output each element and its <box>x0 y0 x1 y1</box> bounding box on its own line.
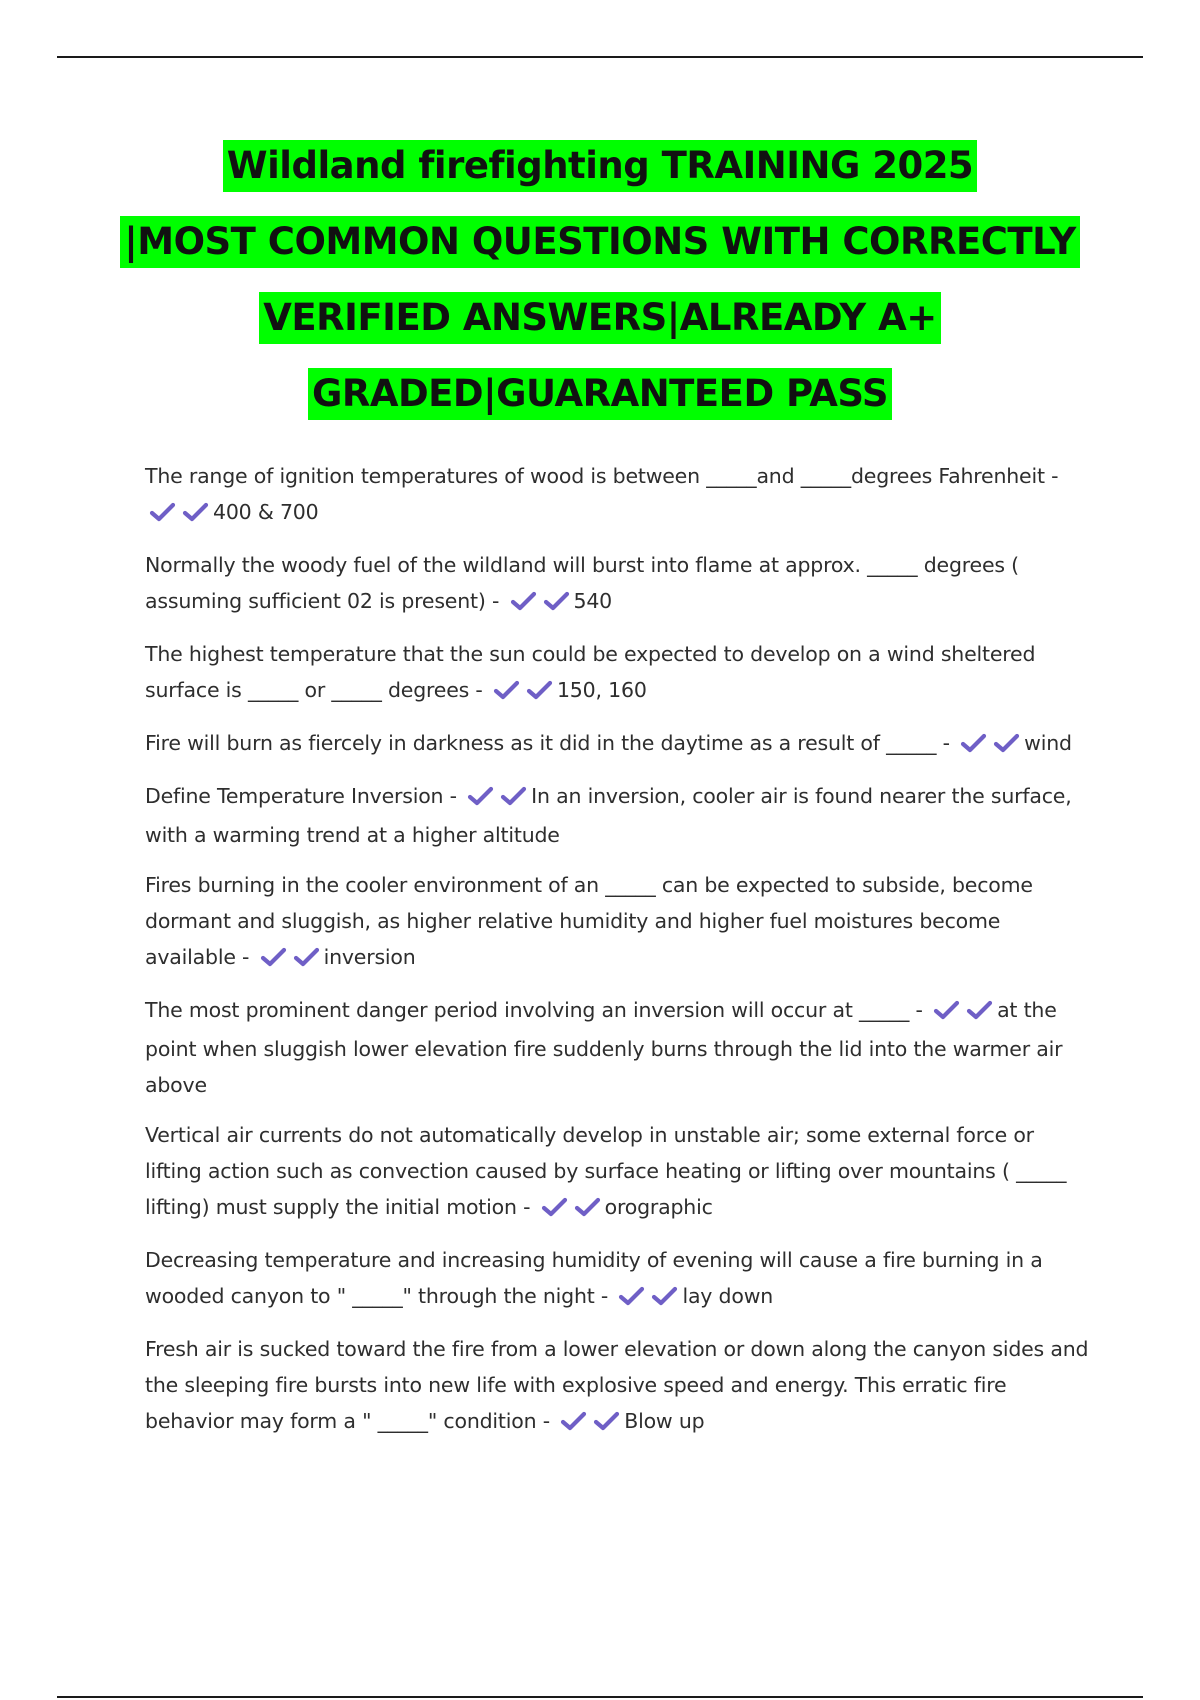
qa-item <box>145 547 1095 622</box>
answer-text: 150, 160 <box>556 678 647 702</box>
answer-text: at the point when sluggish lower elevation fire suddenly burns through the lid into the warmer air above <box>145 998 1063 1097</box>
header-rule <box>57 56 1143 58</box>
title-highlight: Wildland firefighting TRAINING 2025 <box>223 140 977 192</box>
checkmark-icon <box>618 1286 645 1306</box>
answer-checkmarks <box>541 1192 603 1228</box>
answer-text: wind <box>1024 731 1072 755</box>
title-line <box>100 292 1100 344</box>
document-title <box>100 140 1100 444</box>
checkmark-icon <box>933 1000 960 1020</box>
answer-text: inversion <box>323 945 416 969</box>
answer-checkmarks <box>149 497 211 533</box>
answer-checkmarks <box>933 995 995 1031</box>
question-text: The highest temperature that the sun could be expected to develop on a wind sheltered surface is _____ or _____ degrees - <box>145 642 1036 702</box>
checkmark-icon <box>493 680 520 700</box>
answer-checkmarks <box>618 1281 680 1317</box>
title-highlight: GRADED|GUARANTEED PASS <box>308 368 892 420</box>
checkmark-icon <box>510 591 537 611</box>
answer-checkmarks <box>260 942 322 978</box>
checkmark-icon <box>149 502 176 522</box>
checkmark-icon <box>993 733 1020 753</box>
qa-item <box>145 867 1095 978</box>
answer-text: orographic <box>604 1195 713 1219</box>
checkmark-icon <box>526 680 553 700</box>
title-line <box>100 368 1100 420</box>
checkmark-icon <box>260 947 287 967</box>
question-text: Normally the woody fuel of the wildland will burst into flame at approx. _____ degrees ( assuming sufficient 02 is present) - <box>145 553 1019 613</box>
question-text: Decreasing temperature and increasing humidity of evening will cause a fire burning in a wooded canyon to " _____" through the night - <box>145 1248 1043 1308</box>
checkmark-icon <box>543 591 570 611</box>
title-line <box>100 216 1100 268</box>
qa-item <box>145 1117 1095 1228</box>
question-text: Fire will burn as fiercely in darkness as it did in the daytime as a result of _____ - <box>145 731 950 755</box>
question-text: Vertical air currents do not automatically develop in unstable air; some external force or lifting action such as convection caused by surface heating or lifting over mountains ( _____ lifting) must supply the initial motion - <box>145 1123 1067 1219</box>
checkmark-icon <box>182 502 209 522</box>
qa-item <box>145 1242 1095 1317</box>
question-text: The range of ignition temperatures of wood is between _____and _____degrees Fahrenheit - <box>145 464 1059 488</box>
qa-item <box>145 636 1095 711</box>
checkmark-icon <box>293 947 320 967</box>
title-highlight: |MOST COMMON QUESTIONS WITH CORRECTLY <box>120 216 1080 268</box>
title-line <box>100 140 1100 192</box>
checkmark-icon <box>560 1411 587 1431</box>
question-text: Fires burning in the cooler environment of an _____ can be expected to subside, become dormant and sluggish, as higher relative humidity and higher fuel moistures become available - <box>145 873 1033 969</box>
checkmark-icon <box>467 786 494 806</box>
answer-checkmarks <box>510 586 572 622</box>
answer-checkmarks <box>560 1406 622 1442</box>
answer-text: 540 <box>573 589 613 613</box>
qa-item <box>145 992 1095 1103</box>
title-highlight: VERIFIED ANSWERS|ALREADY A+ <box>259 292 941 344</box>
checkmark-icon <box>593 1411 620 1431</box>
answer-checkmarks <box>493 675 555 711</box>
checkmark-icon <box>651 1286 678 1306</box>
qa-item <box>145 778 1095 853</box>
qa-item <box>145 1331 1095 1442</box>
answer-text: In an inversion, cooler air is found nearer the surface, with a warming trend at a higher altitude <box>145 784 1072 847</box>
qa-item <box>145 458 1095 533</box>
question-text: Define Temperature Inversion - <box>145 784 457 808</box>
answer-text: 400 & 700 <box>213 500 319 524</box>
answer-text: lay down <box>682 1284 774 1308</box>
question-text: The most prominent danger period involving an inversion will occur at _____ - <box>145 998 923 1022</box>
checkmark-icon <box>500 786 527 806</box>
answer-checkmarks <box>467 781 529 817</box>
qa-item <box>145 725 1095 764</box>
checkmark-icon <box>966 1000 993 1020</box>
checkmark-icon <box>541 1197 568 1217</box>
question-text: Fresh air is sucked toward the fire from a lower elevation or down along the canyon sides and the sleeping fire bursts into new life with explosive speed and energy. This erratic fire behavior may form a " _____" condition - <box>145 1337 1089 1433</box>
checkmark-icon <box>960 733 987 753</box>
footer-rule <box>57 1696 1143 1698</box>
checkmark-icon <box>574 1197 601 1217</box>
answer-text: Blow up <box>624 1409 705 1433</box>
answer-checkmarks <box>960 728 1022 764</box>
question-answer-list <box>145 458 1095 1456</box>
